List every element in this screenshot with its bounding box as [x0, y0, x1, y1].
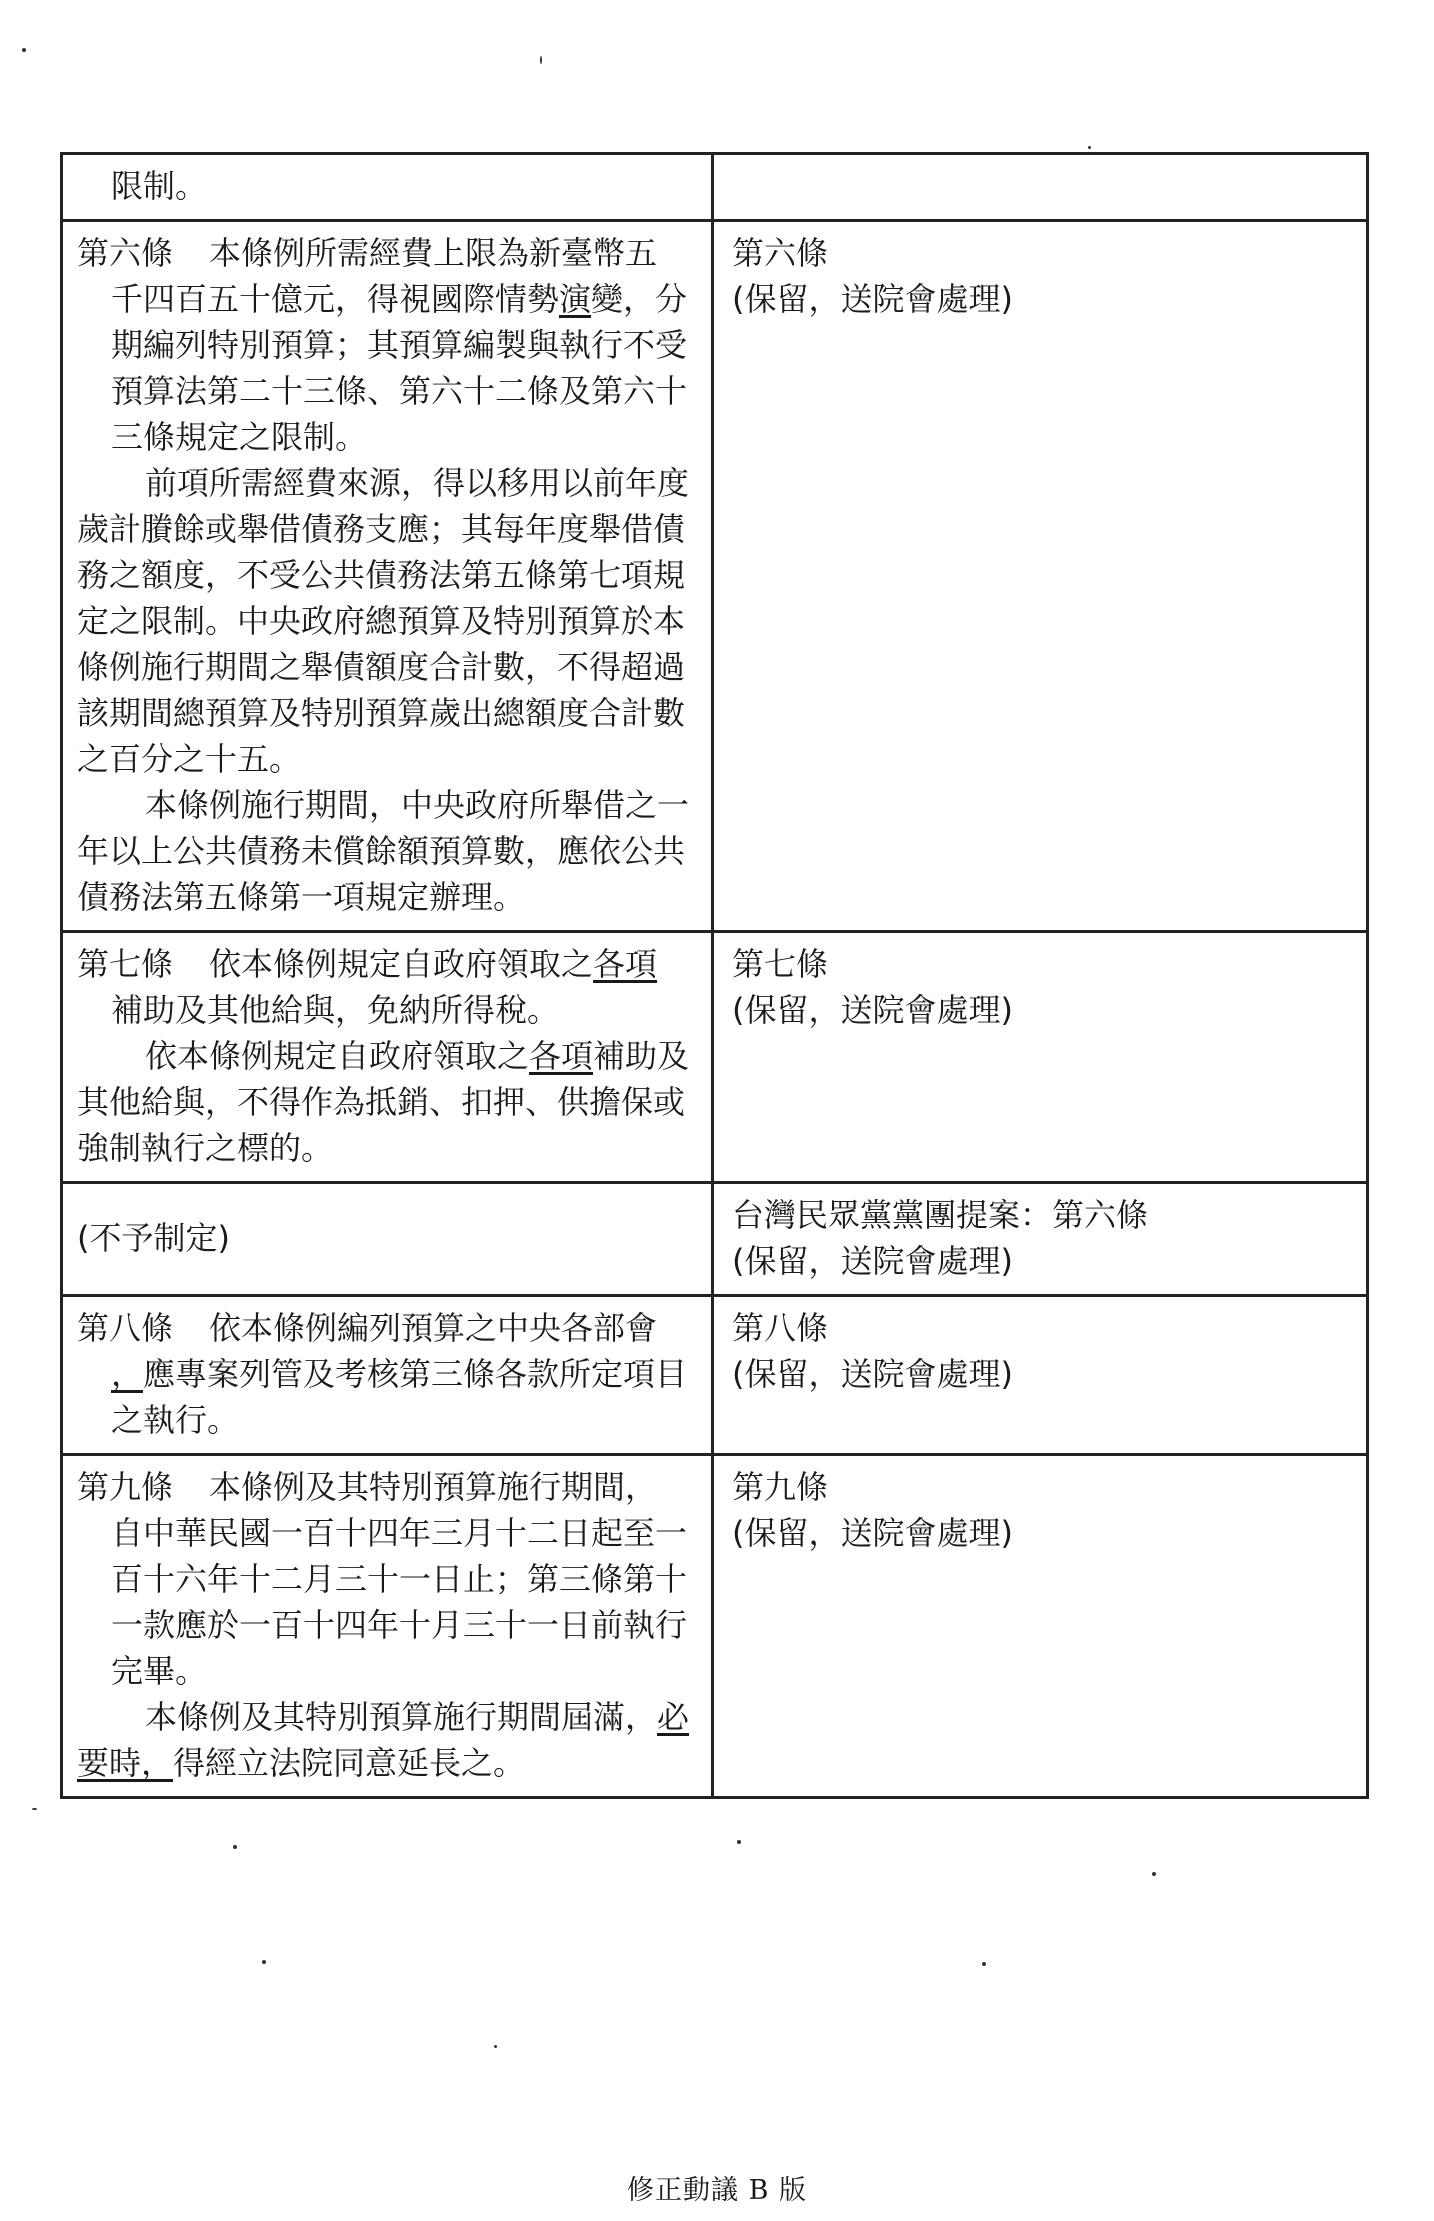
- scan-speck: [1152, 1872, 1156, 1876]
- article-paragraph: [77, 230, 697, 276]
- proposal-cell: [62, 932, 713, 1183]
- proposal-cell: [62, 1455, 713, 1798]
- proposal-cell: [62, 1296, 713, 1455]
- article-paragraph-continued: [77, 276, 697, 460]
- table-row: [62, 1183, 1368, 1296]
- scan-speck: [262, 1960, 266, 1964]
- article-paragraph: [77, 1033, 697, 1171]
- scan-speck: [494, 2045, 497, 2048]
- committee-cell: [713, 1455, 1368, 1798]
- proposal-cell: [62, 221, 713, 932]
- article-paragraph: [77, 1305, 697, 1351]
- table-row: [62, 932, 1368, 1183]
- article-text: 本條例所需經費上限為新臺幣五: [209, 234, 658, 272]
- article-text: 本條例及其特別預算施行期間屆滿，: [145, 1698, 658, 1736]
- article-text: 本條例及其特別預算施行期間，: [209, 1468, 658, 1506]
- underlined-text: 演: [559, 280, 592, 318]
- amendment-table: [60, 152, 1369, 1799]
- cell-text: 限制。: [111, 167, 208, 205]
- article-text: 依本條例規定自政府領取之: [145, 1037, 530, 1075]
- proposal-cell: [62, 1183, 713, 1296]
- article-text: 依本條例規定自政府領取之: [209, 945, 594, 983]
- scan-speck: [1088, 146, 1091, 149]
- caucus-proposal-heading: 台灣民眾黨黨團提案：第六條: [732, 1196, 1149, 1234]
- status-note: (保留，送院會處理): [732, 1242, 1013, 1280]
- article-text: 變，分期編列特別預算；其預算編製與執行不受預算法第二十三條、第六十二條及第六十三條規定之限制。: [111, 280, 688, 456]
- article-heading: 第六條: [732, 234, 829, 272]
- committee-cell: [713, 932, 1368, 1183]
- article-heading: 第七條: [77, 945, 174, 983]
- committee-cell: [713, 1183, 1368, 1296]
- scan-speck: [982, 1962, 986, 1966]
- article-heading: 第九條: [732, 1468, 829, 1506]
- article-heading: 第八條: [77, 1309, 174, 1347]
- article-heading: 第八條: [732, 1309, 829, 1347]
- scan-speck: [540, 56, 542, 64]
- article-paragraph: [77, 1464, 697, 1510]
- article-heading: 第七條: [732, 945, 829, 983]
- scan-speck: [22, 48, 26, 52]
- table-row: [62, 154, 1368, 221]
- article-text: 依本條例編列預算之中央各部會: [209, 1309, 658, 1347]
- article-paragraph: 前項所需經費來源，得以移用以前年度歲計賸餘或舉借債務支應；其每年度舉借債務之額度，不受公共債務法第五條第七項規定之限制。中央政府總預算及特別預算於本條例施行期間之舉債額度合計數，不得超過該期間總預算及特別預算歲出總額度合計數之百分之十五。: [77, 464, 690, 778]
- underlined-text: 各項: [529, 1037, 594, 1075]
- article-text: 補助及其他給與，不得作為抵銷、扣押、供擔保或強制執行之標的。: [77, 1037, 690, 1167]
- table-row: [62, 1296, 1368, 1455]
- scan-speck: [233, 1845, 237, 1849]
- article-heading: 第九條: [77, 1468, 174, 1506]
- article-heading: 第六條: [77, 234, 174, 272]
- committee-cell: [713, 1296, 1368, 1455]
- scan-speck: [32, 1808, 37, 1810]
- committee-cell: [713, 154, 1368, 221]
- article-text: 千四百五十億元，得視國際情勢: [111, 280, 560, 318]
- status-note: (保留，送院會處理): [732, 1514, 1013, 1552]
- article-paragraph-continued: 補助及其他給與，免納所得稅。: [111, 991, 560, 1029]
- article-paragraph: [77, 941, 697, 987]
- proposal-cell: [62, 154, 713, 221]
- underlined-text: ，: [111, 1355, 144, 1393]
- article-paragraph: [77, 1694, 697, 1786]
- article-paragraph-continued: [77, 1351, 697, 1443]
- table-row: [62, 1455, 1368, 1798]
- article-text: 應專案列管及考核第三條各款所定項目之執行。: [111, 1355, 688, 1439]
- article-paragraph-continued: 自中華民國一百十四年三月十二日起至一百十六年十二月三十一日止；第三條第十一款應於一百十四年十月三十一日前執行完畢。: [111, 1514, 688, 1690]
- committee-cell: [713, 221, 1368, 932]
- status-note: (保留，送院會處理): [732, 280, 1013, 318]
- status-note: (保留，送院會處理): [732, 1355, 1013, 1393]
- underlined-text: 各項: [593, 945, 658, 983]
- article-text: 得經立法院同意延長之。: [173, 1744, 526, 1782]
- scan-speck: [737, 1840, 741, 1844]
- table-row: [62, 221, 1368, 932]
- page-footer: 修正動議 B 版: [626, 2175, 807, 2206]
- underlined-text: 必要時，: [77, 1698, 690, 1782]
- status-note: (保留，送院會處理): [732, 991, 1013, 1029]
- article-paragraph: 本條例施行期間，中央政府所舉借之一年以上公共債務未償餘額預算數，應依公共債務法第五條第一項規定辦理。: [77, 786, 690, 916]
- not-enacted-text: (不予制定): [77, 1219, 230, 1257]
